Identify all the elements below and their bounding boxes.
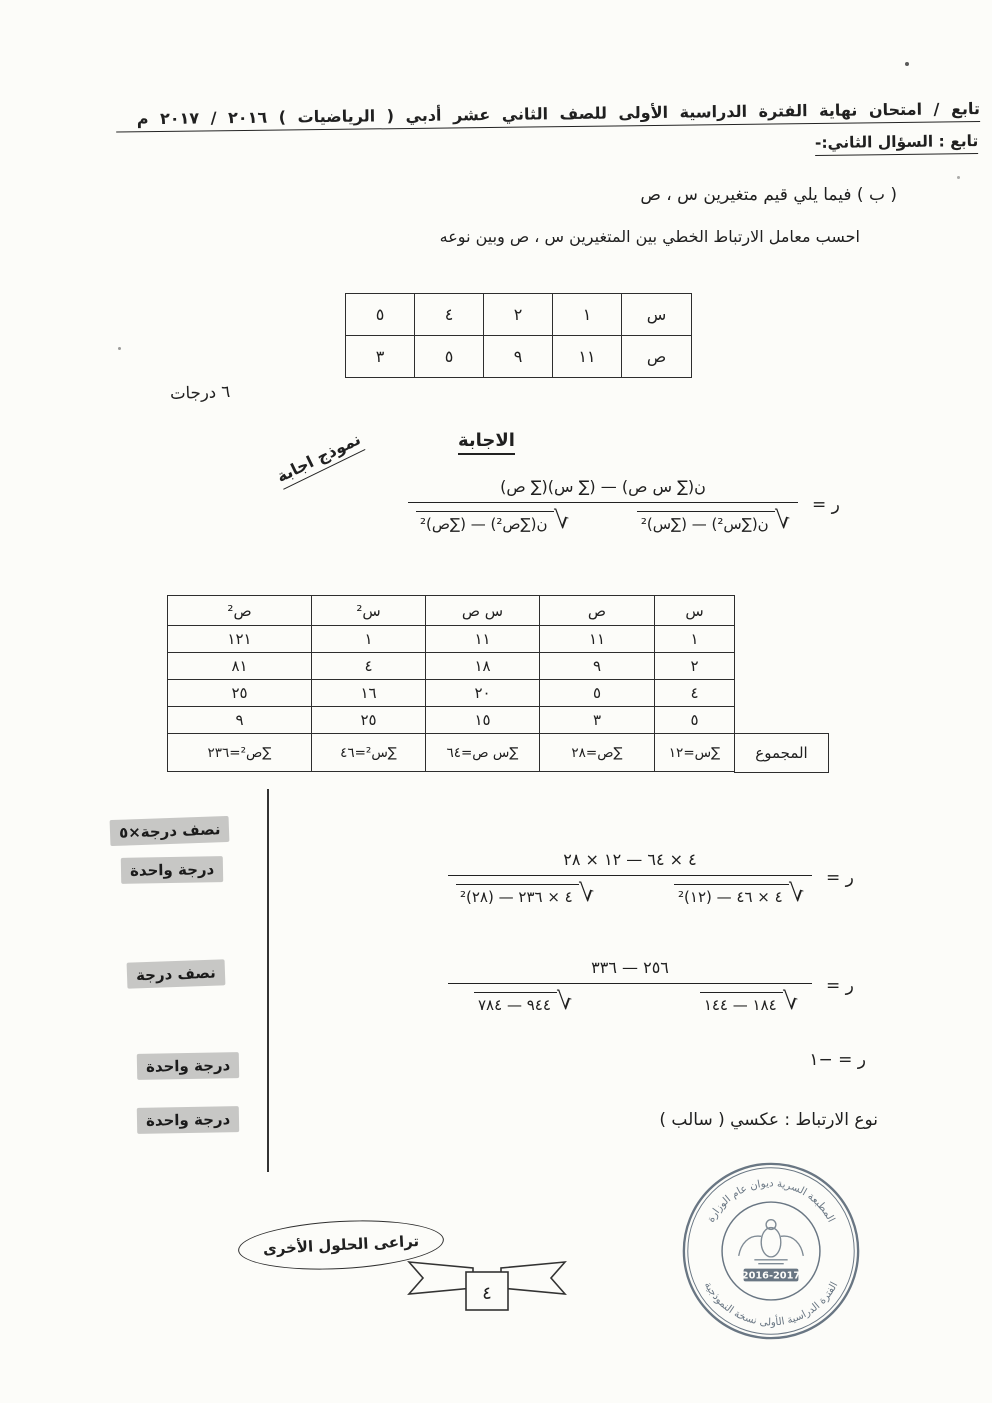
- calc2-fraction: [448, 958, 812, 1014]
- table-row: [168, 707, 735, 734]
- model-answer-note: نموذج اجابة: [274, 429, 366, 489]
- solution-header-cell: س²: [312, 596, 426, 626]
- marks-note: ٦ درجات: [169, 381, 231, 404]
- value-cell: ٥: [415, 336, 484, 378]
- table-row: [168, 653, 735, 680]
- page-number-ribbon: [403, 1258, 571, 1316]
- totals-row: [168, 734, 735, 772]
- scan-speck: [118, 347, 121, 350]
- stamp-outer-ring: [684, 1164, 858, 1338]
- radical-expression: √ ٤ × ٢٣٦ — (٢٨)²: [456, 884, 594, 906]
- value-cell: ٣: [346, 336, 415, 378]
- falcon-emblem-icon: [739, 1220, 804, 1264]
- total-cell: ∑ص=٢٨: [540, 734, 655, 772]
- svg-text:المطبعة السرية ديوان عام الوزا: [705, 1177, 837, 1224]
- calc1-numerator: ٤ × ٦٤ — ١٢ × ٢٨: [563, 850, 697, 869]
- solution-cell: ١٨: [426, 653, 540, 680]
- correlation-type-line: نوع الارتباط : عكسي ( سالب ): [659, 1110, 878, 1130]
- stamp-bottom-text: الفترة الدراسية الأولى نسخة النموذجية: [701, 1279, 841, 1329]
- totals-label: المجموع: [734, 733, 829, 773]
- solution-cell: ٤: [312, 653, 426, 680]
- solution-cell: ١٦: [312, 680, 426, 707]
- solution-cell: ٩: [168, 707, 312, 734]
- calc2-lhs: ر =: [826, 976, 854, 996]
- values-row-x: [346, 294, 692, 336]
- radical-expression: √ ٤ × ٤٦ — (١٢)²: [674, 884, 804, 906]
- value-cell: ٢: [484, 294, 553, 336]
- value-cell: ١١: [553, 336, 622, 378]
- other-solutions-note: تراعى الحلول الأخرى: [262, 1231, 420, 1259]
- stamp-inner-ring: [722, 1202, 820, 1300]
- radical-sign-icon: √: [774, 506, 790, 534]
- radical-expression: √ ٩٤٤ — ٧٨٤: [474, 992, 572, 1014]
- radical-sign-icon: √: [782, 987, 798, 1015]
- grading-mark-3: نصف درجة: [127, 959, 226, 988]
- question-instruction: احسب معامل الارتباط الخطي بين المتغيرين س ، ص وبين نوعه: [439, 227, 860, 246]
- formula-denominator: [408, 503, 798, 533]
- value-cell: ٤: [415, 294, 484, 336]
- correlation-formula: [408, 477, 840, 533]
- formula-numerator: ن(∑ س ص) — (∑ س)(∑ ص): [500, 477, 706, 496]
- solution-header-row: [168, 596, 735, 626]
- radical-sign-icon: √: [556, 987, 573, 1015]
- solution-cell: ٢: [655, 653, 735, 680]
- table-row: [168, 626, 735, 653]
- solution-cell: ٢٠: [426, 680, 540, 707]
- result-line: ر = −١: [809, 1050, 866, 1070]
- answer-heading: الاجابة: [458, 430, 515, 455]
- table-row: [168, 680, 735, 707]
- solution-cell: ١: [655, 626, 735, 653]
- formula-lhs: ر =: [812, 495, 840, 515]
- scan-speck: [905, 62, 909, 66]
- solution-cell: ٤: [655, 680, 735, 707]
- header-line-2: تابع : السؤال الثاني:-: [815, 132, 978, 156]
- radical-expression: √ ١٨٤ — ١٤٤: [700, 992, 798, 1014]
- grading-mark-5: درجة واحدة: [137, 1106, 240, 1134]
- divider-line: [267, 789, 269, 1172]
- radical-sign-icon: √: [578, 879, 595, 907]
- solution-header-cell: ص: [540, 596, 655, 626]
- radical-sign-icon: √: [553, 506, 569, 534]
- solution-cell: ٩: [540, 653, 655, 680]
- value-cell: س: [622, 294, 692, 336]
- stamp-year: 2016-2017: [741, 1270, 801, 1282]
- calc2-denominator: [448, 984, 812, 1014]
- question-part-intro: ( ب ) فيما يلي قيم متغيرين س ، ص: [640, 185, 897, 205]
- radical-sign-icon: √: [788, 879, 804, 907]
- calc-step-1: [448, 850, 854, 906]
- grading-mark-4: درجة واحدة: [137, 1052, 240, 1080]
- total-cell: ∑ص²=٢٣٦: [168, 734, 312, 772]
- calc1-fraction: [448, 850, 812, 906]
- solution-cell: ١: [312, 626, 426, 653]
- solution-cell: ٣: [540, 707, 655, 734]
- solution-cell: ١١: [540, 626, 655, 653]
- solution-cell: ٨١: [168, 653, 312, 680]
- grading-mark-2: درجة واحدة: [121, 856, 224, 884]
- calc2-numerator: ٢٥٦ — ٣٣٦: [591, 958, 669, 977]
- solution-cell: ١٢١: [168, 626, 312, 653]
- value-cell: ١: [553, 294, 622, 336]
- calc1-lhs: ر =: [826, 868, 854, 888]
- solution-header-cell: س: [655, 596, 735, 626]
- solution-header-cell: س ص: [426, 596, 540, 626]
- radical-expression: √ ن(∑س²) — (∑س)²: [637, 511, 790, 533]
- solution-cell: ٥: [655, 707, 735, 734]
- solution-cell: ٢٥: [168, 680, 312, 707]
- svg-text:الفترة الدراسية الأولى نسخة ال: [702, 1280, 841, 1329]
- solution-cell: ٢٥: [312, 707, 426, 734]
- solution-header-cell: ص²: [168, 596, 312, 626]
- solution-cell: ١٥: [426, 707, 540, 734]
- total-cell: ∑س ص=٦٤: [426, 734, 540, 772]
- total-cell: ∑س=١٢: [655, 734, 735, 772]
- solution-cell: ١١: [426, 626, 540, 653]
- grading-mark-1: نصف درجة×٥: [110, 816, 230, 846]
- values-table: [345, 293, 692, 378]
- ribbon-left-wing: [409, 1262, 473, 1294]
- stamp-top-text: المطبعة السرية ديوان عام الوزارة: [704, 1177, 838, 1225]
- page-number: ٤: [482, 1283, 492, 1304]
- value-cell: ٩: [484, 336, 553, 378]
- scan-speck: [957, 176, 960, 179]
- formula-fraction: [408, 477, 798, 533]
- radical-expression: √ ن(∑ص²) — (∑ص)²: [416, 511, 569, 533]
- calc-step-2: [448, 958, 854, 1014]
- calc1-denominator: [448, 876, 812, 906]
- solution-cell: ٥: [540, 680, 655, 707]
- ministry-stamp: [678, 1158, 864, 1344]
- stamp-outer-ring-inner: [688, 1168, 854, 1334]
- value-cell: ص: [622, 336, 692, 378]
- total-cell: ∑س²=٤٦: [312, 734, 426, 772]
- header-line-1: تابع / امتحان نهاية الفترة الدراسية الأولى للصف الثاني عشر أدبي ( الرياضيات ) ٢٠١٦ / ٢٠١٧ م: [116, 99, 980, 133]
- value-cell: ٥: [346, 294, 415, 336]
- solution-table-area: [167, 595, 829, 777]
- ribbon-right-wing: [501, 1262, 565, 1294]
- solution-table: [167, 595, 735, 772]
- values-row-y: [346, 336, 692, 378]
